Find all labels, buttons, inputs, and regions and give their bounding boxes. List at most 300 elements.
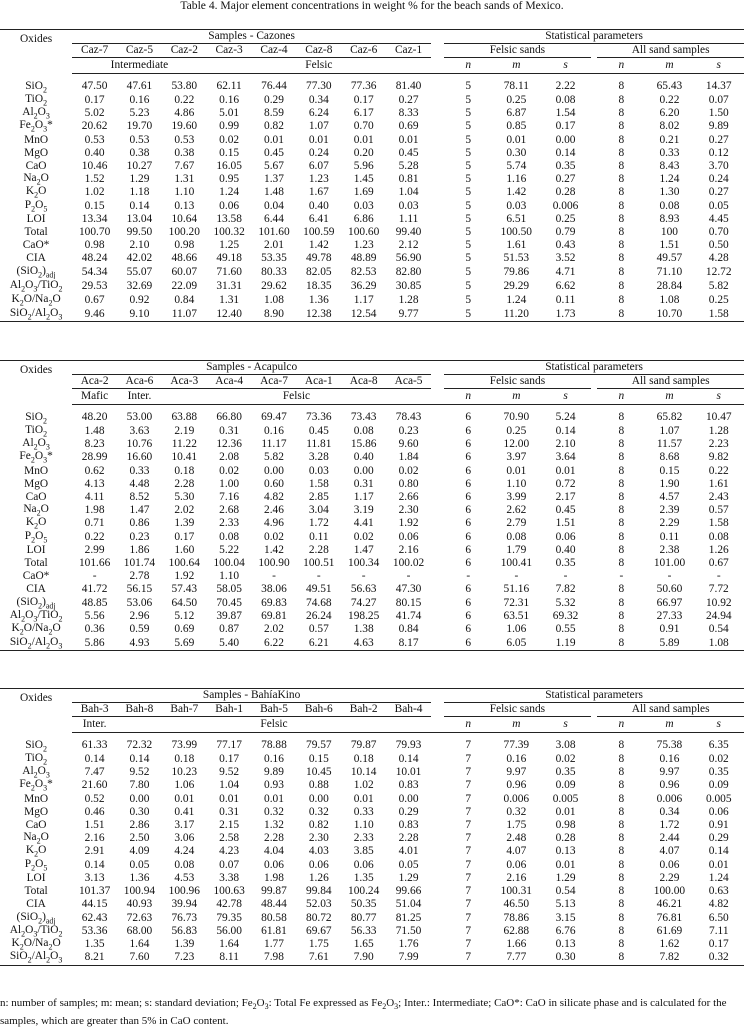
sample-value: 0.24 <box>296 147 341 160</box>
all-stat-value: 1.90 <box>645 478 693 491</box>
sample-value: 82.05 <box>296 266 341 279</box>
felsic-stat-value: 5 <box>444 239 492 252</box>
sample-value: 9.46 <box>72 308 117 322</box>
all-stat-value: 8 <box>597 819 645 832</box>
felsic-stat-value: 7 <box>444 872 492 885</box>
felsic-stat-value: 5 <box>444 120 492 133</box>
table-row <box>0 294 744 309</box>
sample-value: 53.80 <box>162 81 207 94</box>
sample-value: 1.64 <box>117 938 162 951</box>
sample-value: 0.27 <box>386 94 431 107</box>
all-stat-value: 1.28 <box>694 425 744 438</box>
sample-value: 0.70 <box>341 120 386 133</box>
sample-value: 1.75 <box>296 938 341 951</box>
sample-value: 0.87 <box>207 623 252 636</box>
all-stat-value: 66.97 <box>645 597 693 610</box>
sample-value: 0.57 <box>296 623 341 636</box>
sample-value: 8.11 <box>207 951 252 965</box>
sample-value: 1.86 <box>117 544 162 557</box>
sample-value: 0.67 <box>72 294 117 309</box>
sample-value: 1.48 <box>252 186 297 199</box>
sample-value: 4.01 <box>386 845 431 858</box>
all-stat-value: 4.57 <box>645 491 693 504</box>
sample-value: 79.93 <box>386 740 431 753</box>
felsic-stat-value: 7 <box>444 885 492 898</box>
felsic-stat-value: 6 <box>444 517 492 530</box>
table-row <box>0 779 744 792</box>
gap-cell <box>431 226 444 239</box>
felsic-stat-value: 0.54 <box>540 885 590 898</box>
table-row <box>0 94 744 107</box>
all-stat-value: 8 <box>597 779 645 792</box>
felsic-stat-value: 29.29 <box>492 279 540 294</box>
felsic-stat-value: 5 <box>444 107 492 120</box>
stat-group-felsic: Felsic sands <box>444 703 591 717</box>
sample-value: 1.00 <box>207 478 252 491</box>
table-row <box>0 872 744 885</box>
sample-value: 99.84 <box>296 885 341 898</box>
oxide-label: $K_2O/Na_2O$ <box>0 294 72 309</box>
all-stat-value: 8 <box>597 885 645 898</box>
oxide-label: $Al_2O_3$ <box>0 438 72 451</box>
all-stat-value: 8 <box>597 308 645 322</box>
all-stat-value: 8 <box>597 517 645 530</box>
sample-value: 0.31 <box>341 478 386 491</box>
all-stat-value: 0.21 <box>645 134 693 147</box>
sample-value: 7.60 <box>117 951 162 965</box>
sample-value: 1.26 <box>296 872 341 885</box>
all-stat-value: 8 <box>597 637 645 651</box>
sample-value: 1.02 <box>72 186 117 199</box>
sample-value: 0.02 <box>341 531 386 544</box>
all-stat-value: 1.08 <box>645 294 693 309</box>
sample-value: 0.93 <box>252 779 297 792</box>
felsic-stat-value: 5 <box>444 279 492 294</box>
table-row <box>0 438 744 451</box>
sample-value: 101.66 <box>72 557 117 570</box>
sample-value: 2.28 <box>162 478 207 491</box>
oxide-label: TiO$_2$ <box>0 753 72 766</box>
table-row <box>0 160 744 173</box>
sample-value: 100.02 <box>386 557 431 570</box>
stat-header: Statistical parameters <box>444 30 744 44</box>
sample-value: 11.81 <box>296 438 341 451</box>
all-stat-value: 50.60 <box>645 584 693 597</box>
sample-value: 41.72 <box>72 584 117 597</box>
gap-cell <box>431 740 444 753</box>
sample-value: 10.76 <box>117 438 162 451</box>
felsic-stat-value: 0.01 <box>492 134 540 147</box>
all-stat-value: 1.58 <box>694 517 744 530</box>
all-stat-value: 6.35 <box>694 740 744 753</box>
all-stat-value: 8 <box>597 186 645 199</box>
sample-value: 4.82 <box>252 491 297 504</box>
oxide-label: $Na_2O$ <box>0 832 72 845</box>
samples-title: Samples - Acapulco <box>72 361 431 375</box>
sample-value: 53.06 <box>117 597 162 610</box>
sample-value: 12.54 <box>341 308 386 322</box>
oxide-label: Total <box>0 885 72 898</box>
sample-value: 53.35 <box>252 253 297 266</box>
all-stat-value: 8 <box>597 200 645 213</box>
sample-value: 70.45 <box>207 597 252 610</box>
sample-value: 71.60 <box>207 266 252 279</box>
felsic-stat-value: 5 <box>444 81 492 94</box>
felsic-stat-value: 0.13 <box>540 845 590 858</box>
all-stat-value: 8 <box>597 160 645 173</box>
sample-value: 74.27 <box>341 597 386 610</box>
sample-value: 39.87 <box>207 610 252 623</box>
all-stat-value: 8 <box>597 557 645 570</box>
felsic-stat-value: 72.31 <box>492 597 540 610</box>
oxide-label: SiO$_2$ <box>0 740 72 753</box>
sample-value: 76.73 <box>162 912 207 925</box>
sample-value: 72.63 <box>117 912 162 925</box>
all-stat-value: 8 <box>597 859 645 872</box>
sample-name: Bah-4 <box>386 703 431 717</box>
all-stat-value: 3.70 <box>694 160 744 173</box>
samples-title: Samples - BahíaKino <box>72 689 431 703</box>
stat-col-m: m <box>492 389 540 405</box>
all-stat-value: 1.51 <box>645 239 693 252</box>
data-table <box>0 360 744 651</box>
table-row <box>0 517 744 530</box>
sample-value: 81.25 <box>386 912 431 925</box>
sample-value: 48.85 <box>72 597 117 610</box>
sample-value: 100.04 <box>207 557 252 570</box>
table-row <box>0 173 744 186</box>
felsic-stat-value: 0.08 <box>492 531 540 544</box>
all-stat-value: 0.34 <box>645 806 693 819</box>
all-stat-value: 8 <box>597 239 645 252</box>
sample-value: 11.22 <box>162 438 207 451</box>
all-stat-value: 8 <box>597 412 645 425</box>
felsic-stat-value: 0.01 <box>540 859 590 872</box>
felsic-stat-value: 0.09 <box>540 779 590 792</box>
table-row <box>0 253 744 266</box>
all-stat-value: 8 <box>597 213 645 226</box>
sample-names-row <box>0 44 744 58</box>
sample-value: 4.86 <box>162 107 207 120</box>
sample-value: 1.76 <box>386 938 431 951</box>
sample-value: 0.16 <box>252 425 297 438</box>
felsic-stat-value: 77.39 <box>492 740 540 753</box>
felsic-stat-value: 0.006 <box>540 200 590 213</box>
sample-value: 51.04 <box>386 898 431 911</box>
felsic-stat-value: 6 <box>444 451 492 464</box>
sample-value: 56.33 <box>341 925 386 938</box>
header-gap <box>431 361 444 375</box>
felsic-stat-value: 78.11 <box>492 81 540 94</box>
sample-value: 5.28 <box>386 160 431 173</box>
gap-cell <box>431 438 444 451</box>
felsic-stat-value: 6.05 <box>492 637 540 651</box>
sample-value: 2.16 <box>72 832 117 845</box>
felsic-stat-value: 1.61 <box>492 239 540 252</box>
sample-value: 4.13 <box>72 478 117 491</box>
sample-value: 0.06 <box>386 531 431 544</box>
sample-value: 47.61 <box>117 81 162 94</box>
table-header-row <box>0 689 744 703</box>
sample-value: 2.50 <box>117 832 162 845</box>
all-stat-value: 8 <box>597 610 645 623</box>
felsic-stat-value: 0.005 <box>540 793 590 806</box>
gap-cell <box>431 779 444 792</box>
sample-value: 82.53 <box>341 266 386 279</box>
all-stat-value: 8 <box>597 147 645 160</box>
felsic-stat-value: 79.86 <box>492 266 540 279</box>
sample-value: 9.89 <box>252 766 297 779</box>
felsic-stat-value: 0.01 <box>492 465 540 478</box>
all-stat-value: 2.38 <box>645 544 693 557</box>
all-stat-value: 0.33 <box>645 147 693 160</box>
sample-value: 3.85 <box>341 845 386 858</box>
all-stat-value: 8 <box>597 951 645 965</box>
felsic-stat-value: 7 <box>444 806 492 819</box>
all-stat-value: 65.43 <box>645 81 693 94</box>
sample-value: 10.41 <box>162 451 207 464</box>
sample-value: 1.60 <box>162 544 207 557</box>
felsic-stat-value: 5 <box>444 213 492 226</box>
sample-value: 0.53 <box>117 134 162 147</box>
sample-value: 2.68 <box>207 504 252 517</box>
felsic-stat-value: 5 <box>444 253 492 266</box>
table-row <box>0 938 744 951</box>
all-stat-value: 8.93 <box>645 213 693 226</box>
sample-value: 5.01 <box>207 107 252 120</box>
sample-value: 0.34 <box>296 94 341 107</box>
sample-value: 3.06 <box>162 832 207 845</box>
sample-value: 3.28 <box>296 451 341 464</box>
oxide-label: LOI <box>0 872 72 885</box>
gap-cell <box>431 544 444 557</box>
oxides-header: Oxides <box>0 689 72 733</box>
all-stat-value: 8 <box>597 425 645 438</box>
sample-value: 100.20 <box>162 226 207 239</box>
all-stat-value: 8 <box>597 832 645 845</box>
all-stat-value: 24.94 <box>694 610 744 623</box>
oxide-label: $P_2O_5$ <box>0 859 72 872</box>
sample-value: 5.67 <box>252 160 297 173</box>
table-row <box>0 845 744 858</box>
all-stat-value: 5.82 <box>694 279 744 294</box>
sample-value: 42.02 <box>117 253 162 266</box>
sample-value: 49.78 <box>296 253 341 266</box>
sample-value: 2.66 <box>386 491 431 504</box>
sample-value: 29.62 <box>252 279 297 294</box>
sample-value: 2.30 <box>386 504 431 517</box>
felsic-stat-value: 0.13 <box>540 938 590 951</box>
sample-value: 7.98 <box>252 951 297 965</box>
group-row <box>0 58 744 74</box>
sample-value: 0.00 <box>296 793 341 806</box>
all-stat-value: 9.89 <box>694 120 744 133</box>
felsic-stat-value: 70.90 <box>492 412 540 425</box>
all-stat-value: 0.005 <box>694 793 744 806</box>
sample-value: 0.45 <box>252 147 297 160</box>
sample-value: 0.33 <box>341 806 386 819</box>
oxide-label: CIA <box>0 898 72 911</box>
table-row <box>0 557 744 570</box>
gap-cell <box>431 859 444 872</box>
sample-name: Aca-5 <box>386 375 431 389</box>
sample-value: 73.36 <box>296 412 341 425</box>
all-stat-value: 1.61 <box>694 478 744 491</box>
felsic-stat-value: 0.96 <box>492 779 540 792</box>
rock-group-label: Felsic <box>117 717 431 733</box>
felsic-stat-value: 6 <box>444 425 492 438</box>
all-stat-value: 8 <box>597 504 645 517</box>
all-stat-value: 0.91 <box>694 819 744 832</box>
all-stat-value: 1.30 <box>645 186 693 199</box>
all-stat-value: 8 <box>597 872 645 885</box>
sample-value: 39.94 <box>162 898 207 911</box>
sample-value: 4.03 <box>296 845 341 858</box>
sample-value: 7.61 <box>296 951 341 965</box>
rock-group-label: Inter. <box>117 389 162 405</box>
sample-value: 1.32 <box>252 819 297 832</box>
felsic-stat-value: 5 <box>444 266 492 279</box>
stat-col-m: m <box>645 389 693 405</box>
felsic-stat-value: 6 <box>444 584 492 597</box>
all-stat-value: 8 <box>597 623 645 636</box>
all-stat-value: 0.35 <box>694 766 744 779</box>
oxide-label: CaO <box>0 819 72 832</box>
all-stat-value: 0.05 <box>694 200 744 213</box>
gap-cell <box>431 898 444 911</box>
sample-value: 100.32 <box>207 226 252 239</box>
felsic-stat-value: 1.19 <box>540 637 590 651</box>
sample-value: 0.14 <box>72 859 117 872</box>
sample-value: 1.29 <box>386 872 431 885</box>
sample-value: 4.09 <box>117 845 162 858</box>
oxide-label: SiO$_2$ <box>0 412 72 425</box>
sample-value: 10.27 <box>117 160 162 173</box>
sample-value: 0.31 <box>207 806 252 819</box>
sample-value: 52.03 <box>296 898 341 911</box>
all-stat-value: 12.72 <box>694 266 744 279</box>
table-row <box>0 859 744 872</box>
felsic-stat-value: 0.14 <box>540 147 590 160</box>
sample-value: 0.06 <box>341 859 386 872</box>
sample-value: 28.99 <box>72 451 117 464</box>
oxide-label: $Na_2O$ <box>0 173 72 186</box>
all-stat-value: 10.47 <box>694 412 744 425</box>
sample-value: 2.33 <box>341 832 386 845</box>
sample-value: 2.78 <box>117 570 162 583</box>
table-row <box>0 239 744 252</box>
sample-value: 3.38 <box>207 872 252 885</box>
sample-value: 62.11 <box>207 81 252 94</box>
sample-value: 11.07 <box>162 308 207 322</box>
sample-value: 0.18 <box>341 753 386 766</box>
sample-value: 1.07 <box>296 120 341 133</box>
stat-col-m: m <box>492 717 540 733</box>
sample-value: 0.14 <box>386 753 431 766</box>
sample-value: 80.77 <box>341 912 386 925</box>
sample-value: 48.66 <box>162 253 207 266</box>
sample-name: Aca-1 <box>296 375 341 389</box>
all-stat-value: 8 <box>597 94 645 107</box>
sample-value: 10.23 <box>162 766 207 779</box>
sample-name: Caz-2 <box>162 44 207 58</box>
all-stat-value: 0.12 <box>694 147 744 160</box>
sample-value: 100.60 <box>341 226 386 239</box>
sample-value: 101.37 <box>72 885 117 898</box>
stat-col-m: m <box>645 717 693 733</box>
table-row <box>0 465 744 478</box>
header-gap <box>431 389 444 405</box>
sample-value: 11.17 <box>252 438 297 451</box>
all-stat-value: 8 <box>597 845 645 858</box>
sample-value: 0.83 <box>386 779 431 792</box>
sample-value: 32.69 <box>117 279 162 294</box>
gap-cell <box>431 925 444 938</box>
oxide-label: CaO <box>0 491 72 504</box>
sample-value: 0.32 <box>296 806 341 819</box>
sample-value: 0.83 <box>386 819 431 832</box>
sample-value: 8.33 <box>386 107 431 120</box>
sample-value: 5.30 <box>162 491 207 504</box>
gap-cell <box>431 239 444 252</box>
sample-value: 9.52 <box>207 766 252 779</box>
felsic-stat-value: 6 <box>444 412 492 425</box>
header-gap <box>431 58 444 74</box>
sample-value: 0.69 <box>162 623 207 636</box>
stat-col-n: n <box>444 717 492 733</box>
gap-cell <box>431 597 444 610</box>
oxide-label: $K_2O$ <box>0 845 72 858</box>
all-stat-value: 8 <box>597 134 645 147</box>
sample-value: 3.04 <box>296 504 341 517</box>
felsic-stat-value: 5.13 <box>540 898 590 911</box>
sample-name: Caz-4 <box>252 44 297 58</box>
sample-name: Caz-3 <box>207 44 252 58</box>
sample-name: Bah-6 <box>296 703 341 717</box>
felsic-stat-value: 6 <box>444 504 492 517</box>
sample-value: 69.81 <box>252 610 297 623</box>
sample-value: 0.29 <box>252 94 297 107</box>
felsic-stat-value: 7.77 <box>492 951 540 965</box>
gap-cell <box>431 912 444 925</box>
table-row <box>0 200 744 213</box>
sample-value: 1.23 <box>341 239 386 252</box>
stat-col-s: s <box>540 717 590 733</box>
sample-value: 78.43 <box>386 412 431 425</box>
all-stat-value: 0.01 <box>694 859 744 872</box>
sample-value: 38.06 <box>252 584 297 597</box>
gap-cell <box>431 584 444 597</box>
felsic-stat-value: 7 <box>444 753 492 766</box>
all-stat-value: 4.82 <box>694 898 744 911</box>
sample-value: 5.22 <box>207 544 252 557</box>
felsic-stat-value: 2.10 <box>540 438 590 451</box>
sample-value: 8.17 <box>386 637 431 651</box>
sample-value: 100.24 <box>341 885 386 898</box>
sample-value: 63.88 <box>162 412 207 425</box>
sample-value: - <box>341 570 386 583</box>
sample-value: 0.45 <box>296 425 341 438</box>
sample-value: 80.58 <box>252 912 297 925</box>
felsic-stat-value: 1.73 <box>540 308 590 322</box>
felsic-stat-value: 0.45 <box>540 504 590 517</box>
sample-value: 79.57 <box>296 740 341 753</box>
sample-value: 99.66 <box>386 885 431 898</box>
gap-cell <box>431 253 444 266</box>
sample-value: 0.62 <box>72 465 117 478</box>
table-row <box>0 623 744 636</box>
oxide-label: $SiO_2/Al_2O_3$ <box>0 951 72 965</box>
